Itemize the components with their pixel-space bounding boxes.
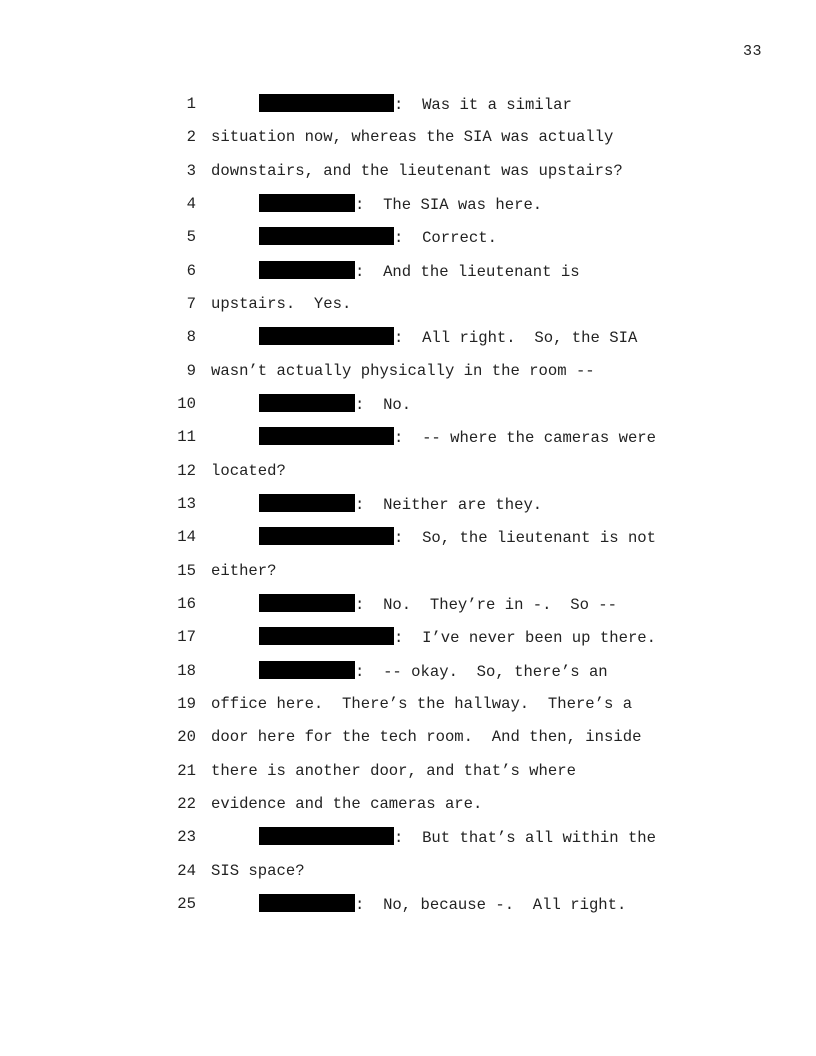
line-number: 13 bbox=[177, 494, 196, 513]
line-text: evidence and the cameras are. bbox=[211, 794, 483, 813]
speaker-line bbox=[259, 827, 656, 848]
continuation-line bbox=[211, 761, 576, 781]
redacted-speaker-name bbox=[259, 94, 394, 112]
transcript-line bbox=[0, 161, 816, 194]
redacted-speaker-name bbox=[259, 594, 355, 612]
line-number: 5 bbox=[186, 228, 196, 247]
transcript-line bbox=[0, 894, 816, 927]
page-number: 33 bbox=[742, 43, 762, 60]
line-text: door here for the tech room. And then, inside bbox=[211, 728, 642, 747]
line-number: 12 bbox=[177, 461, 196, 480]
line-text: : And the lieutenant is bbox=[355, 262, 580, 281]
speaker-line bbox=[259, 94, 572, 115]
line-number: 20 bbox=[177, 728, 196, 747]
line-number: 23 bbox=[177, 828, 196, 847]
line-number: 24 bbox=[177, 861, 196, 880]
line-number: 25 bbox=[177, 894, 196, 913]
line-number: 17 bbox=[177, 628, 196, 647]
redacted-speaker-name bbox=[259, 261, 355, 279]
line-number: 4 bbox=[186, 194, 196, 213]
line-text: : The SIA was here. bbox=[355, 195, 543, 214]
transcript-line bbox=[0, 394, 816, 427]
redacted-speaker-name bbox=[259, 527, 394, 545]
transcript-line bbox=[0, 694, 816, 727]
transcript-line bbox=[0, 361, 816, 394]
line-number: 3 bbox=[186, 161, 196, 180]
line-text: : I’ve never been up there. bbox=[394, 629, 657, 648]
line-text: either? bbox=[211, 561, 277, 580]
line-text: located? bbox=[211, 461, 286, 480]
line-text: : But that’s all within the bbox=[394, 829, 657, 848]
transcript-line bbox=[0, 627, 816, 660]
transcript-line bbox=[0, 661, 816, 694]
transcript-line bbox=[0, 461, 816, 494]
redacted-speaker-name bbox=[259, 827, 394, 845]
transcript-line bbox=[0, 861, 816, 894]
continuation-line bbox=[211, 727, 641, 747]
line-number: 11 bbox=[177, 428, 196, 447]
speaker-line bbox=[259, 894, 626, 915]
speaker-line bbox=[259, 194, 542, 215]
continuation-line bbox=[211, 361, 595, 381]
line-text: : No. They’re in -. So -- bbox=[355, 595, 618, 614]
speaker-line bbox=[259, 527, 656, 548]
speaker-line bbox=[259, 494, 542, 515]
transcript-line bbox=[0, 727, 816, 760]
speaker-line bbox=[259, 627, 656, 648]
line-text: downstairs, and the lieutenant was upstairs? bbox=[211, 161, 623, 180]
line-number: 21 bbox=[177, 761, 196, 780]
line-text: upstairs. Yes. bbox=[211, 294, 352, 313]
transcript-line bbox=[0, 827, 816, 860]
transcript-line bbox=[0, 327, 816, 360]
redacted-speaker-name bbox=[259, 494, 355, 512]
continuation-line bbox=[211, 794, 482, 814]
transcript-line bbox=[0, 527, 816, 560]
redacted-speaker-name bbox=[259, 894, 355, 912]
line-text: situation now, whereas the SIA was actually bbox=[211, 128, 614, 147]
line-text: : All right. So, the SIA bbox=[394, 329, 638, 348]
line-text: : No. bbox=[355, 395, 412, 414]
redacted-speaker-name bbox=[259, 627, 394, 645]
continuation-line bbox=[211, 161, 623, 181]
transcript-line bbox=[0, 127, 816, 160]
line-text: wasn’t actually physically in the room -- bbox=[211, 361, 595, 380]
line-text: : Correct. bbox=[394, 229, 497, 248]
redacted-speaker-name bbox=[259, 227, 394, 245]
line-number: 10 bbox=[177, 394, 196, 413]
line-text: : Was it a similar bbox=[394, 96, 572, 114]
continuation-line bbox=[211, 561, 277, 581]
line-number: 2 bbox=[186, 128, 196, 147]
continuation-line bbox=[211, 127, 613, 147]
line-text: : Neither are they. bbox=[355, 495, 543, 514]
speaker-line bbox=[259, 261, 580, 282]
line-text: : No, because -. All right. bbox=[355, 895, 627, 914]
redacted-speaker-name bbox=[259, 327, 394, 345]
line-number: 16 bbox=[177, 594, 196, 613]
continuation-line bbox=[211, 461, 286, 481]
line-text: : -- okay. So, there’s an bbox=[355, 662, 608, 681]
speaker-line bbox=[259, 394, 411, 415]
speaker-line bbox=[259, 327, 637, 348]
line-text: : So, the lieutenant is not bbox=[394, 529, 657, 548]
speaker-line bbox=[259, 227, 497, 248]
speaker-line bbox=[259, 427, 656, 448]
continuation-line bbox=[211, 861, 305, 881]
line-number: 14 bbox=[177, 528, 196, 547]
transcript-line bbox=[0, 194, 816, 227]
continuation-line bbox=[211, 294, 351, 314]
transcript-line bbox=[0, 594, 816, 627]
line-text: there is another door, and that’s where bbox=[211, 761, 576, 780]
speaker-line bbox=[259, 661, 608, 682]
transcript-line bbox=[0, 794, 816, 827]
line-number: 22 bbox=[177, 794, 196, 813]
line-text: SIS space? bbox=[211, 861, 305, 880]
transcript-line bbox=[0, 94, 816, 127]
redacted-speaker-name bbox=[259, 427, 394, 445]
transcript-line bbox=[0, 561, 816, 594]
speaker-line bbox=[259, 594, 617, 615]
line-number: 9 bbox=[186, 361, 196, 380]
line-number: 15 bbox=[177, 561, 196, 580]
transcript-line bbox=[0, 261, 816, 294]
transcript-line bbox=[0, 294, 816, 327]
line-number: 19 bbox=[177, 694, 196, 713]
redacted-speaker-name bbox=[259, 194, 355, 212]
line-number: 8 bbox=[186, 328, 196, 347]
line-number: 1 bbox=[186, 95, 196, 113]
transcript-line bbox=[0, 227, 816, 260]
redacted-speaker-name bbox=[259, 661, 355, 679]
transcript-line bbox=[0, 761, 816, 794]
line-number: 18 bbox=[177, 661, 196, 680]
continuation-line bbox=[211, 694, 632, 714]
line-number: 7 bbox=[186, 294, 196, 313]
line-text: office here. There’s the hallway. There’s a bbox=[211, 694, 633, 713]
line-number: 6 bbox=[186, 261, 196, 280]
line-text: : -- where the cameras were bbox=[394, 429, 657, 448]
transcript-line bbox=[0, 427, 816, 460]
transcript-line bbox=[0, 494, 816, 527]
redacted-speaker-name bbox=[259, 394, 355, 412]
